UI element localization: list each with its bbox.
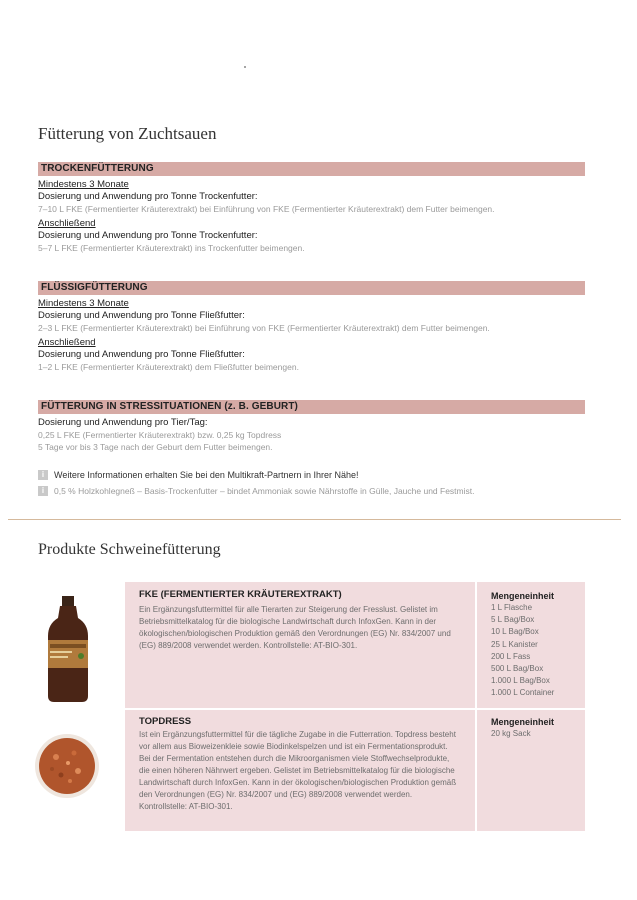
dosage-label: Dosierung und Anwendung pro Tonne Fließfutter: bbox=[38, 310, 245, 321]
section-stresssituationen bbox=[38, 400, 585, 453]
dosage-text: 0,25 L FKE (Fermentierter Kräuterextrakt) bzw. 0,25 kg Topdress bbox=[38, 430, 282, 440]
unit-list bbox=[491, 728, 531, 740]
unit-item: 200 L Fass bbox=[491, 651, 531, 661]
dosage-text: 7–10 L FKE (Fermentierter Kräuterextrakt) bei Einführung von FKE (Fermentierter Kräuterextrakt) dem Futter beimengen. bbox=[38, 204, 495, 214]
period-label: Mindestens 3 Monate bbox=[38, 298, 129, 309]
period-label: Anschließend bbox=[38, 218, 96, 229]
unit-item: 25 L Kanister bbox=[491, 639, 538, 649]
unit-item: 10 L Bag/Box bbox=[491, 627, 539, 637]
unit-item: 1.000 L Container bbox=[491, 688, 555, 698]
dosage-label: Dosierung und Anwendung pro Tonne Trockenfutter: bbox=[38, 191, 258, 202]
section-trockenfuetterung bbox=[38, 162, 585, 254]
info-icon: i bbox=[38, 486, 48, 496]
unit-heading: Mengeneinheit bbox=[491, 717, 555, 727]
product-info bbox=[125, 710, 474, 831]
unit-item: 1.000 L Bag/Box bbox=[491, 676, 550, 686]
unit-item: 1 L Flasche bbox=[491, 603, 533, 612]
unit-item: 500 L Bag/Box bbox=[491, 664, 544, 674]
section-heading: TROCKENFÜTTERUNG bbox=[38, 162, 585, 176]
note-partners bbox=[38, 469, 598, 481]
product-name: TOPDRESS bbox=[139, 716, 192, 727]
product-card-topdress bbox=[125, 710, 585, 831]
product-units bbox=[475, 582, 587, 708]
unit-list bbox=[491, 602, 554, 700]
section-fluessigfuetterung bbox=[38, 281, 585, 373]
info-icon: i bbox=[38, 470, 48, 480]
unit-heading: Mengeneinheit bbox=[491, 591, 555, 601]
dosage-text: 2–3 L FKE (Fermentierter Kräuterextrakt) bei Einführung von FKE (Fermentierter Kräuterextrakt) dem Futter beimengen. bbox=[38, 323, 490, 333]
products-title: Produkte Schweinefütterung bbox=[38, 541, 221, 558]
note-holzkohle bbox=[38, 485, 598, 497]
page-title: Fütterung von Zuchtsauen bbox=[38, 124, 217, 143]
period-label: Mindestens 3 Monate bbox=[38, 179, 129, 190]
period-label: Anschließend bbox=[38, 337, 96, 348]
divider bbox=[8, 519, 621, 520]
product-units bbox=[475, 710, 587, 831]
unit-item: 20 kg Sack bbox=[491, 729, 531, 738]
product-card-fke bbox=[125, 582, 585, 708]
dosage-label: Dosierung und Anwendung pro Tier/Tag: bbox=[38, 417, 208, 428]
topdress-bowl-image bbox=[34, 733, 100, 799]
note-text: 0,5 % Holzkohlegneß – Basis-Trockenfutter – bindet Ammoniak sowie Nährstoffe in Gülle, Jauche und Festmist. bbox=[54, 486, 475, 496]
fke-bottle-image bbox=[44, 596, 92, 704]
dosage-label: Dosierung und Anwendung pro Tonne Fließfutter: bbox=[38, 349, 245, 360]
dosage-text: 5–7 L FKE (Fermentierter Kräuterextrakt) ins Trockenfutter beimengen. bbox=[38, 243, 305, 253]
section-heading: FLÜSSIGFÜTTERUNG bbox=[38, 281, 585, 295]
note-text: Weitere Informationen erhalten Sie bei den Multikraft-Partnern in Ihrer Nähe! bbox=[54, 470, 359, 480]
unit-item: 5 L Bag/Box bbox=[491, 615, 535, 625]
dosage-text: 5 Tage vor bis 3 Tage nach der Geburt dem Futter beimengen. bbox=[38, 442, 273, 452]
dosage-label: Dosierung und Anwendung pro Tonne Trockenfutter: bbox=[38, 230, 258, 241]
product-description: Ist ein Ergänzungsfuttermittel für die tägliche Zugabe in die Futterration. Topdress besteht vor allem aus Bioweizenkleie sowie Biodinkelspelzen und ist ein Fermentationsprodukt. Bei der Fermentation entstehen durch die Mikroorganismen viele Stoffwechselprodukte, die einen höheren Nährwert ergeben. Gelistet im Betriebsmittelkatalog für die biologische Landwirtschaft durch InfoxGen. Kann in der ökologischen/biologischen Produktion gemäß den Verordnungen (EG) Nr. 834/2007 und (EG) 889/2008 verwendet werden. Kontrollstelle: AT-BIO-301. bbox=[139, 730, 457, 811]
product-name: FKE (FERMENTIERTER KRÄUTEREXTRAKT) bbox=[139, 589, 342, 600]
product-description: Ein Ergänzungsfuttermittel für alle Tierarten zur Steigerung der Fresslust. Gelistet im Betriebsmittelkatalog für die biologische Landwirtschaft durch InfoxGen. Kann in der ökologischen/biologischen Produktion gemäß den Verordnungen (EG) Nr. 834/2007 und (EG) 889/2008 verwendet werden. Kontrollstelle: AT-BIO-301. bbox=[139, 605, 451, 650]
section-heading: FÜTTERUNG IN STRESSITUATIONEN (z. B. GEBURT) bbox=[38, 400, 585, 414]
product-info bbox=[125, 582, 474, 708]
dosage-text: 1–2 L FKE (Fermentierter Kräuterextrakt) dem Fließfutter beimengen. bbox=[38, 362, 299, 372]
speck-mark bbox=[244, 66, 246, 68]
